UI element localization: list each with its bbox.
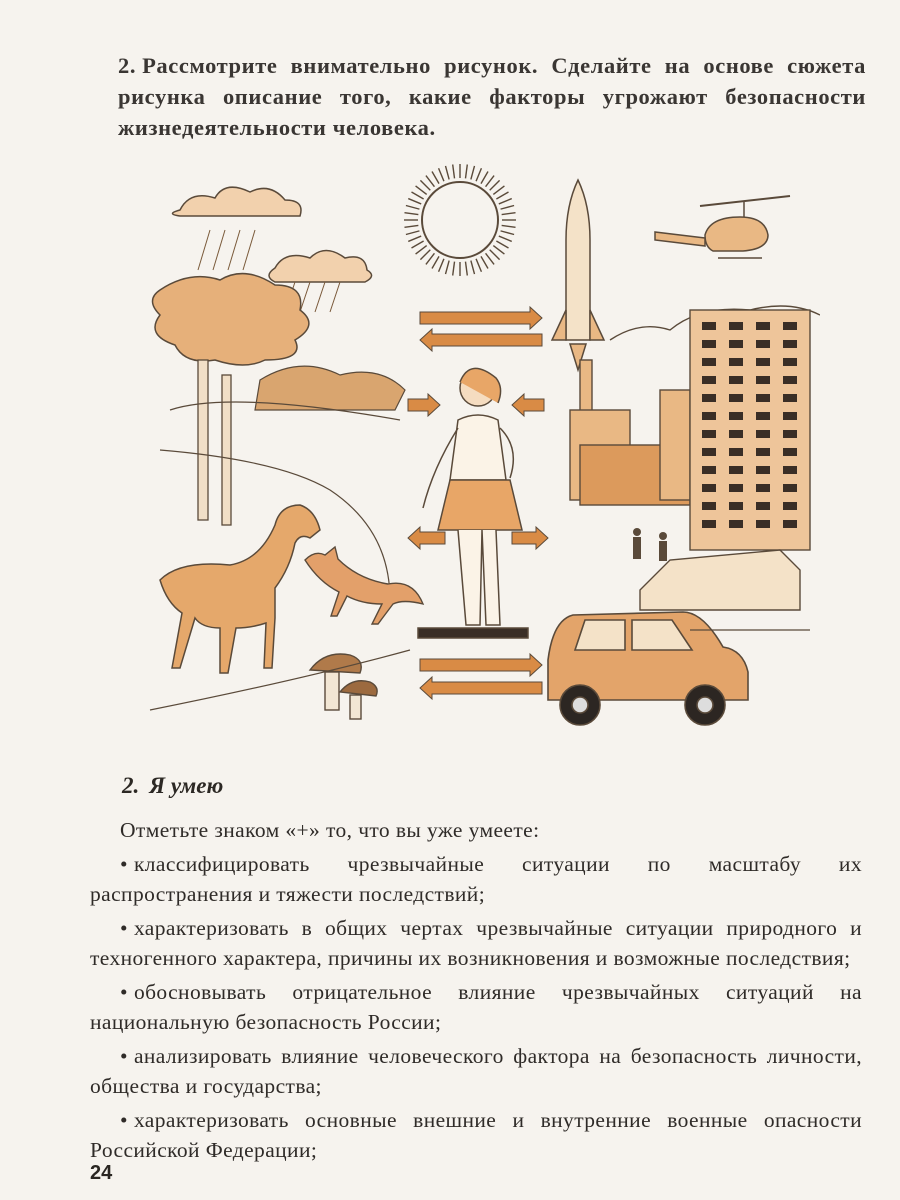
list-item-text: характеризовать основные внешние и внутренние военные опасности Российской Федерации; — [90, 1108, 862, 1162]
bullet: • — [120, 980, 128, 1004]
list-item — [90, 849, 862, 909]
skills-list — [90, 815, 862, 1165]
list-item-text: анализировать влияние человеческого фактора на безопасность личности, общества и государства; — [90, 1044, 862, 1098]
orange-car — [548, 612, 748, 725]
walking-people — [633, 528, 667, 561]
rocket-figure — [552, 180, 604, 370]
arrow-shape — [512, 394, 544, 416]
list-item — [90, 977, 862, 1037]
list-item-text: классифицировать чрезвычайные ситуации по масштабу их распространения и тяжести последствий; — [90, 852, 862, 906]
list-item — [90, 1041, 862, 1101]
arrow-shape — [420, 677, 542, 699]
factory-and-buildings — [570, 306, 820, 550]
task-paragraph — [118, 50, 866, 143]
list-item — [90, 913, 862, 973]
list-item — [90, 1105, 862, 1165]
fox-figure — [305, 547, 423, 624]
intro-text: Отметьте знаком «+» то, что вы уже умеете: — [120, 818, 540, 842]
horse-figure — [160, 505, 320, 673]
section-title: Я умею — [149, 773, 224, 798]
mushrooms-figure — [310, 654, 377, 719]
bullet: • — [120, 1044, 128, 1068]
bullet: • — [120, 852, 128, 876]
task-number: 2. — [118, 53, 137, 78]
arrow-shape — [420, 329, 542, 351]
bullet: • — [120, 1108, 128, 1132]
bullet: • — [120, 916, 128, 940]
helicopter-figure — [655, 196, 790, 258]
arrow-shape — [408, 394, 440, 416]
list-item-text: обосновывать отрицательное влияние чрезвычайных ситуаций на национальную безопасность России; — [90, 980, 862, 1034]
arrow-shape — [420, 307, 542, 329]
arrow-shape — [420, 654, 542, 676]
sun-figure — [404, 164, 516, 276]
list-item-text: характеризовать в общих чертах чрезвычайные ситуации природного и техногенного характера, причины их возникновения и возможные последствия; — [90, 916, 862, 970]
task-text: Рассмотрите внимательно рисунок. Сделайте на основе сюжета рисунка описание того, какие факторы угрожают безопасности жизнедеятельности человека. — [118, 53, 866, 140]
section-number: 2. — [122, 773, 140, 798]
page-number: 24 — [90, 1162, 113, 1184]
section-heading — [122, 773, 223, 799]
safety-factors-illustration — [140, 160, 820, 740]
